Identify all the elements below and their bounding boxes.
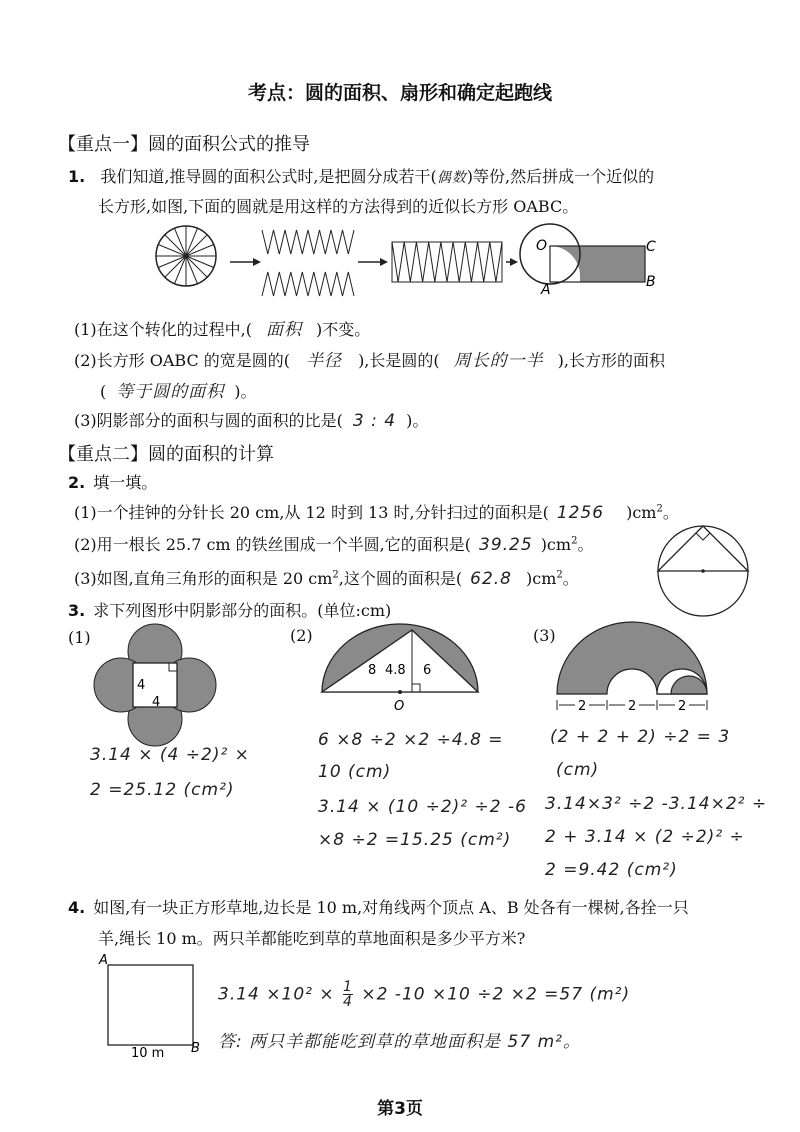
- q3-sol2-line3: 3.14 × (10 ÷2)² ÷2 -6: [318, 797, 527, 817]
- q3-figure2: [320, 622, 480, 712]
- q3-fig3-label: (3): [533, 626, 556, 645]
- q4-square-figure: [95, 950, 215, 1060]
- label-a: A: [541, 282, 551, 298]
- q1-line2: 长方形,如图,下面的圆就是用这样的方法得到的近似长方形 OABC。: [98, 197, 579, 216]
- q1-part2: (2)长方形 OABC 的宽是圆的( 半径 ),长是圆的( 周长的一半 ),长方形的面积: [74, 351, 665, 371]
- q1-number: 1.: [68, 167, 86, 186]
- q3-sol3-line1: (2 + 2 + 2) ÷2 = 3: [550, 727, 731, 747]
- q2-part3: (3)如图,直角三角形的面积是 20 $cm^2$,这个圆的面积是( 62.8 )$cm^2$。: [74, 569, 579, 589]
- q1-line1: 1. 我们知道,推导圆的面积公式时,是把圆分成若干(偶数)等份,然后拼成一个近似的: [68, 167, 655, 186]
- q4-side-label: 10 m: [131, 1046, 165, 1061]
- fig3-dim-c: 2: [678, 699, 687, 714]
- q4-answer: 答: 两只羊都能吃到草的草地面积是 57 m²。: [218, 1032, 581, 1052]
- split-sectors: [262, 230, 354, 296]
- fig3-dim-a: 2: [578, 699, 587, 714]
- q2-part2-answer: 39.25: [479, 535, 533, 555]
- q2-part3-answer: 62.8: [470, 569, 512, 589]
- fig2-center-label: O: [394, 699, 405, 714]
- q3-sol2-line4: ×8 ÷2 =15.25 (cm²): [318, 830, 512, 850]
- q3-sol1-line1: 3.14 × (4 ÷2)² ×: [90, 745, 250, 765]
- arrow-right-icon: [358, 258, 388, 266]
- q1-part1: (1)在这个转化的过程中,( 面积 )不变。: [74, 320, 371, 340]
- q3-sol2-line1: 6 ×8 ÷2 ×2 ÷4.8 =: [318, 730, 504, 750]
- q3-fig1-label: (1): [68, 628, 91, 647]
- q2-part2: (2)用一根长 25.7 cm 的铁丝围成一个半圆,它的面积是( 39.25 )$cm^2$。: [74, 535, 594, 555]
- q4-line2: 羊,绳长 10 m。两只羊都能吃到草的草地面积是多少平方米?: [98, 929, 526, 948]
- q3-fig2-label: (2): [290, 626, 313, 645]
- q3-figure1: [95, 622, 235, 762]
- label-c: C: [646, 239, 656, 255]
- q3-title: 3. 求下列图形中阴影部分的面积。(单位:cm): [68, 601, 392, 620]
- q3-sol3-line4: 2 + 3.14 × (2 ÷2)² ÷: [545, 827, 745, 847]
- fig2-dim-c: 6: [423, 663, 432, 678]
- label-o: O: [536, 238, 548, 254]
- fig2-dim-a: 8: [368, 663, 377, 678]
- q1-answer-blank: 偶数: [436, 170, 467, 186]
- q4-label-b: B: [191, 1041, 200, 1056]
- segmented-circle: [156, 226, 216, 286]
- q1-part2-cont: ( 等于圆的面积 )。: [100, 382, 257, 402]
- fig1-dim-b: 4: [152, 695, 161, 710]
- fig1-dim-a: 4: [137, 678, 146, 693]
- q4-line1: 4. 如图,有一块正方形草地,边长是 10 m,对角线两个顶点 A、B 处各有一棵树,各拴一只: [68, 898, 689, 917]
- section1-heading: 【重点一】圆的面积公式的推导: [58, 134, 310, 155]
- q1-part3-answer: 3 : 4: [352, 411, 397, 431]
- q2-title: 2. 填一填。: [68, 473, 158, 492]
- q1-part2-answer1: 半径: [306, 351, 343, 371]
- q1-part1-answer: 面积: [266, 320, 302, 340]
- q3-sol3-line2: (cm): [556, 760, 600, 780]
- q3-sol1-line2: 2 =25.12 (cm²): [90, 780, 235, 800]
- label-b: B: [646, 274, 656, 290]
- arrow-right-icon: [230, 258, 261, 266]
- q1-part2-answer3: 等于圆的面积: [116, 382, 225, 402]
- fig3-dim-b: 2: [628, 699, 637, 714]
- circle-rectangle-oabc: [520, 224, 656, 298]
- fig2-dim-b: 4.8: [385, 663, 406, 678]
- q3-sol3-line5: 2 =9.42 (cm²): [545, 860, 678, 880]
- q3-figure3: [555, 622, 725, 722]
- q2-part1-answer: 1256: [556, 503, 605, 523]
- page-number: 第3页: [377, 1099, 423, 1119]
- q1-part3: (3)阴影部分的面积与圆的面积的比是( 3 : 4 )。: [74, 411, 429, 431]
- q1-part2-answer2: 周长的一半: [453, 351, 544, 371]
- page-title: 考点：圆的面积、扇形和确定起跑线: [247, 82, 552, 104]
- q4-label-a: A: [99, 953, 108, 968]
- q4-solution: 3.14 ×10² × $\frac{1}{4}$ ×2 -10 ×10 ÷2 ×2 =57 (m²): [218, 979, 631, 1010]
- approx-rectangle: [392, 242, 502, 282]
- q1-figure: [0, 218, 800, 298]
- section2-heading: 【重点二】圆的面积的计算: [58, 444, 274, 465]
- q2-part1: (1)一个挂钟的分针长 20 cm,从 12 时到 13 时,分针扫过的面积是( 1256 )$cm^2$。: [74, 503, 679, 523]
- circle-triangle-figure: [655, 520, 755, 620]
- arrow-right-icon: [506, 258, 518, 266]
- q3-sol2-line2: 10 (cm): [318, 762, 392, 782]
- fraction-one-quarter: $\frac{1}{4}$: [343, 979, 353, 1010]
- q3-sol3-line3: 3.14×3² ÷2 -3.14×2² ÷: [545, 794, 768, 814]
